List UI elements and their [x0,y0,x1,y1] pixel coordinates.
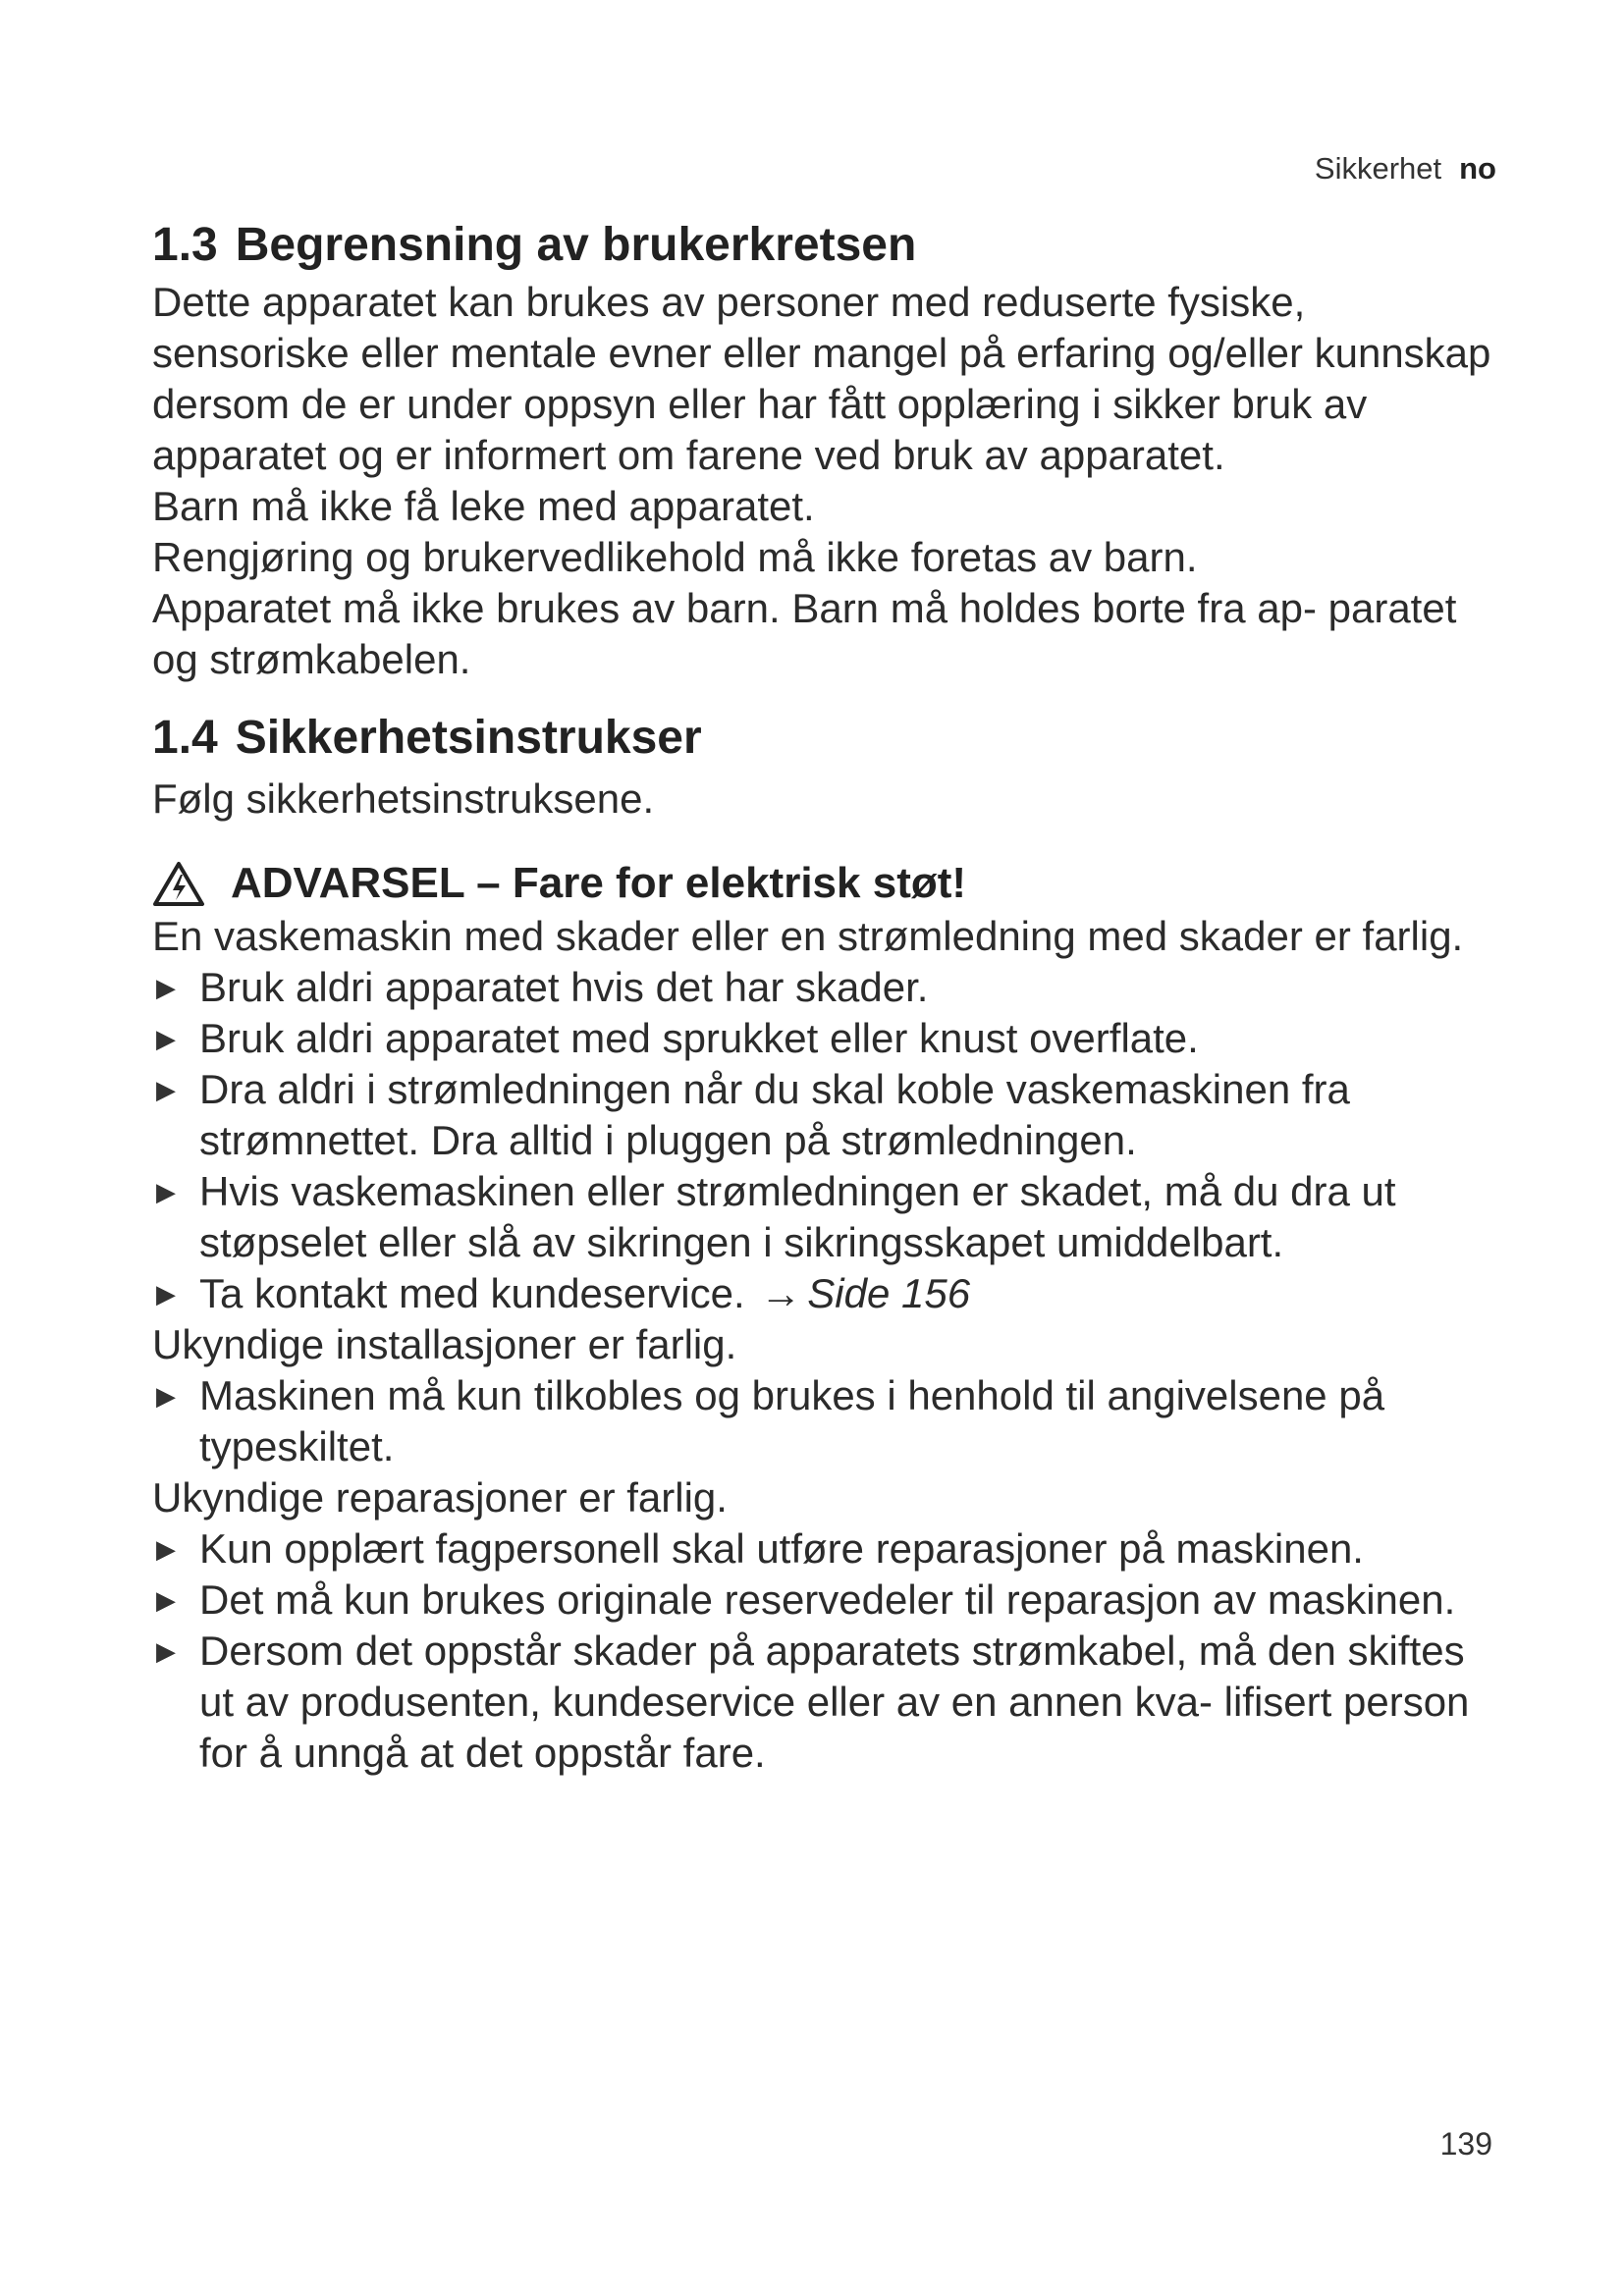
instruction-list [152,1370,1507,1472]
page-number: 139 [1439,2126,1492,2162]
bullet-arrow-icon: ▶ [156,1177,176,1206]
instruction-item [152,1523,1507,1575]
instruction-text: Dra aldri i strømledningen når du skal koble vaskemaskinen fra strømnettet. Dra alltid i pluggen på strømledningen. [199,1066,1350,1163]
section-heading [152,216,1507,275]
instruction-item [152,962,1507,1013]
instruction-text: Hvis vaskemaskinen eller strømledningen er skadet, må du dra ut støpselet eller slå av sikringen i sikringsskapet umiddelbart. [199,1168,1396,1265]
bullet-arrow-icon: ▶ [156,1636,176,1666]
instruction-list [152,1523,1507,1779]
header-section-title: Sikkerhet [1314,151,1442,186]
warning-title: ADVARSEL – Fare for elektrisk støt! [231,859,967,907]
section-number: 1.3 [152,219,218,271]
instruction-text: Det må kun brukes originale reservedeler til reparasjon av maskinen. [199,1576,1456,1623]
bullet-arrow-icon: ▶ [156,1381,176,1411]
instruction-text: Kun opplært fagpersonell skal utføre reparasjoner på maskinen. [199,1525,1364,1572]
instruction-item [152,1013,1507,1064]
warning-text: Ukyndige installasjoner er farlig. [152,1321,737,1367]
section-number: 1.4 [152,712,218,764]
paragraph: Barn må ikke få leke med apparatet. [152,483,815,529]
bullet-arrow-icon: ▶ [156,1075,176,1104]
paragraph: Dette apparatet kan brukes av personer med reduserte fysiske, sensoriske eller mentale evner eller mangel på erfaring og/eller kunnskap dersom de er under oppsyn eller har fått opplæring i sikker bruk av apparatet og er informert om farene ved bruk av apparatet. [152,279,1491,478]
bullet-arrow-icon: ▶ [156,973,176,1002]
instruction-item [152,1575,1507,1626]
section-title: Sikkerhetsinstrukser [235,712,702,764]
bullet-arrow-icon: ▶ [156,1024,176,1053]
page-content [152,216,1507,1779]
intro-text: Følg sikkerhetsinstruksene. [152,775,655,822]
instruction-item [152,1268,1507,1319]
bullet-arrow-icon: ▶ [156,1585,176,1615]
instruction-item [152,1626,1507,1779]
instruction-text: Dersom det oppstår skader på apparatets strømkabel, må den skiftes ut av produsenten, kundeservice eller av en annen kva- lifisert person for å unngå at det oppstår fare. [199,1628,1470,1776]
paragraph: Apparatet må ikke brukes av barn. Barn må holdes borte fra ap- paratet og strømkabelen. [152,585,1457,682]
instruction-text: Bruk aldri apparatet hvis det har skader. [199,964,929,1010]
running-header [1315,151,1496,187]
bullet-arrow-icon: ▶ [156,1534,176,1564]
warning-triangle-icon [152,860,205,907]
paragraph: Rengjøring og brukervedlikehold må ikke foretas av barn. [152,534,1198,580]
section-title: Begrensning av brukerkretsen [235,219,917,271]
section-1-4 [152,709,1507,1779]
header-language-code: no [1459,151,1496,186]
bullet-arrow-icon: ▶ [156,1279,176,1308]
warning-text: Ukyndige reparasjoner er farlig. [152,1474,728,1521]
instruction-text: Bruk aldri apparatet med sprukket eller knust overflate. [199,1015,1199,1061]
page-reference-link[interactable]: Side 156 [807,1270,971,1316]
warning-heading [152,856,1507,911]
section-heading [152,709,1507,768]
cross-reference-arrow-icon: → [760,1270,802,1316]
instruction-list [152,962,1507,1319]
instruction-text: Maskinen må kun tilkobles og brukes i henhold til angivelsene på typeskiltet. [199,1372,1385,1469]
instruction-item [152,1166,1507,1268]
instruction-item [152,1370,1507,1472]
instruction-item [152,1064,1507,1166]
warning-text: En vaskemaskin med skader eller en strømledning med skader er farlig. [152,913,1464,959]
instruction-text: Ta kontakt med kundeservice. [199,1270,745,1316]
section-1-3 [152,216,1507,685]
